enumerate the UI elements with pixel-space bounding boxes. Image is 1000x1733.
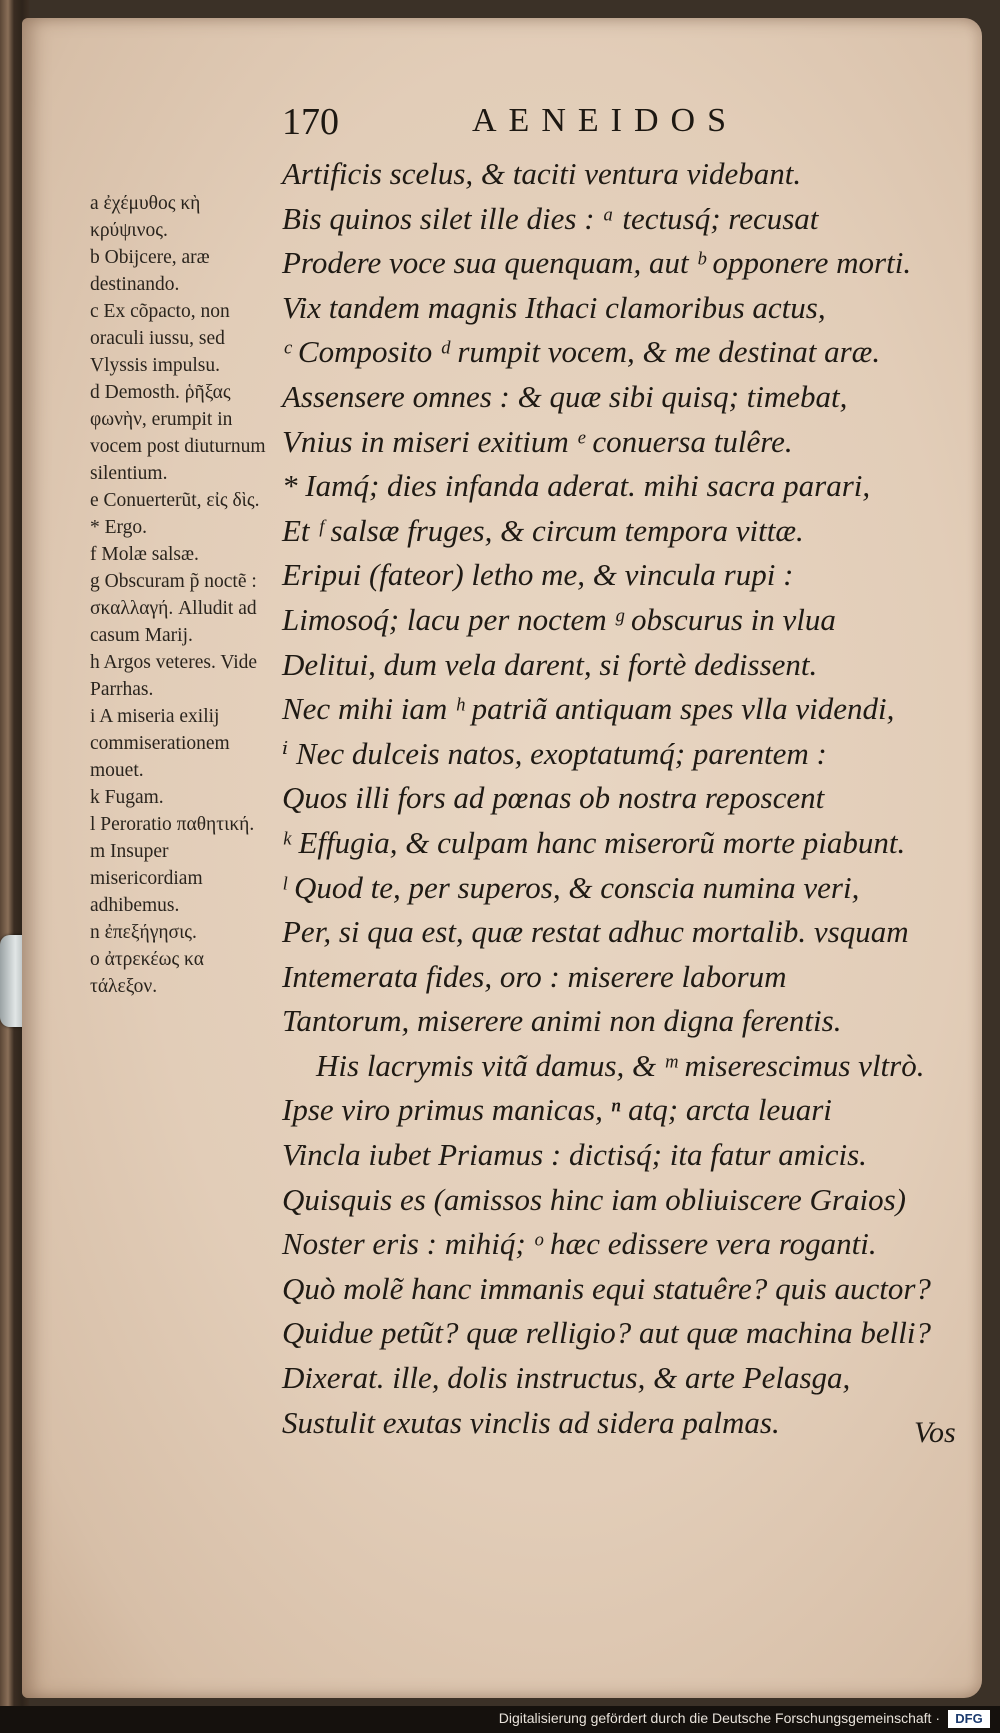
marginal-note: i A miseria exilij commiserationem mouet.: [90, 706, 230, 781]
digitization-footer: [0, 1706, 1000, 1733]
page-header: [282, 100, 802, 144]
verse-line: Quisquis es (amissos hinc iam obliuiscere Graios): [282, 1181, 906, 1217]
verse-line: Noster eris : mihiq́; ᵒ hæc edissere vera roganti.: [282, 1226, 877, 1262]
verse-line: Quò molẽ hanc immanis equi statuêre? quis auctor?: [282, 1270, 931, 1306]
marginal-note: * Ergo.: [90, 517, 148, 538]
catchword: Vos: [914, 1416, 956, 1449]
running-title: AENEIDOS: [472, 102, 738, 139]
verse-line: ˡ Quod te, per superos, & conscia numina veri,: [282, 869, 860, 905]
marginal-note: m Insuper misericordiam adhibemus.: [90, 841, 203, 916]
verse-line: Tantorum, miserere animi non digna ferentis.: [282, 1003, 842, 1039]
verse-line: ᶜ Composito ᵈ rumpit vocem, & me destinat aræ.: [282, 334, 881, 370]
verse-line: Assensere omnes : & quæ sibi quisq; timebat,: [282, 378, 848, 414]
marginal-note: g Obscuram p̃ noctẽ : σκαλλαγή. Alludit ad casum Marij.: [90, 571, 257, 646]
verse-line: Prodere voce sua quenquam, aut ᵇ opponere morti.: [282, 245, 912, 281]
marginal-note: l Peroratio παθητική.: [90, 814, 255, 835]
verse-line: Et ᶠ salsæ fruges, & circum tempora vittæ.: [282, 512, 804, 548]
marginal-note: o ἀτρεκέως κα τάλεξον.: [90, 949, 204, 997]
marginal-note: a ἐχέμυθος κὴ κρύψινος.: [90, 193, 201, 241]
marginal-note: c Ex cõpacto, non oraculi iussu, sed Vlyssis impulsu.: [90, 301, 230, 376]
verse-line: Vnius in miseri exitium ᵉ conuersa tulêre.: [282, 423, 793, 459]
verse-line: Quidue petũt? quæ relligio? aut quæ machina belli?: [282, 1315, 931, 1351]
marginal-note: b Obijcere, aræ destinando.: [90, 247, 210, 295]
marginal-note: d Demosth. ῥῆξας φωνὴν, erumpit in vocem post diuturnum silentium.: [90, 382, 266, 484]
page-number: 170: [282, 101, 339, 143]
verse-line: Per, si qua est, quæ restat adhuc mortalib. vsquam: [282, 914, 909, 950]
marginal-note: n ἐπεξήγησις.: [90, 922, 197, 943]
verse-line: Dixerat. ille, dolis instructus, & arte Pelasga,: [282, 1360, 851, 1396]
verse-line: Nec mihi iam ʰ patriã antiquam spes vlla videndi,: [282, 691, 895, 727]
verse-line: ᵏ Effugia, & culpam hanc miserorũ morte piabunt.: [282, 824, 906, 860]
verse-line: Limosoq́; lacu per noctem ᵍ obscurus in vlua: [282, 601, 836, 637]
verse-line: Vincla iubet Priamus : dictisq́; ita fatur amicis.: [282, 1137, 867, 1173]
verse-line: Intemerata fides, oro : miserere laborum: [282, 958, 787, 994]
funding-credit: Digitalisierung gefördert durch die Deutsche Forschungsgemeinschaft ·: [498, 1710, 940, 1726]
verse-line: Artificis scelus, & taciti ventura videbant.: [282, 156, 802, 191]
verse-line: Delitui, dum vela darent, si fortè dedissent.: [282, 646, 818, 682]
marginal-notes: [90, 190, 272, 1000]
verse-line: Bis quinos silet ille dies : ᵃ tectusq́; recusat: [282, 200, 819, 236]
verse-line: His lacrymis vitã damus, & ᵐ miserescimus vltrò.: [316, 1047, 925, 1083]
verse-line: Vix tandem magnis Ithaci clamoribus actus,: [282, 289, 826, 325]
marginal-note: f Molæ salsæ.: [90, 544, 199, 565]
marginal-note: k Fugam.: [90, 787, 164, 808]
marginal-note: h Argos veteres. Vide Parrhas.: [90, 652, 258, 700]
verse-line: Eripui (fateor) letho me, & vincula rupi :: [282, 557, 794, 593]
verse-line: Quos illi fors ad pœnas ob nostra reposcent: [282, 780, 825, 816]
marginal-note: e Conuerterũt, εἰς δὶς.: [90, 490, 260, 511]
verse-line: Ipse viro primus manicas, ⁿ atq; arcta leuari: [282, 1092, 832, 1128]
dfg-logo: DFG: [948, 1710, 990, 1728]
verse-line: Sustulit exutas vinclis ad sidera palmas.: [282, 1404, 780, 1440]
verse-line: ⁱ Nec dulceis natos, exoptatumq́; parentem :: [282, 735, 827, 771]
verse-line: * Iamq́; dies infanda aderat. mihi sacra parari,: [282, 468, 871, 504]
verse-column: [282, 152, 972, 1445]
